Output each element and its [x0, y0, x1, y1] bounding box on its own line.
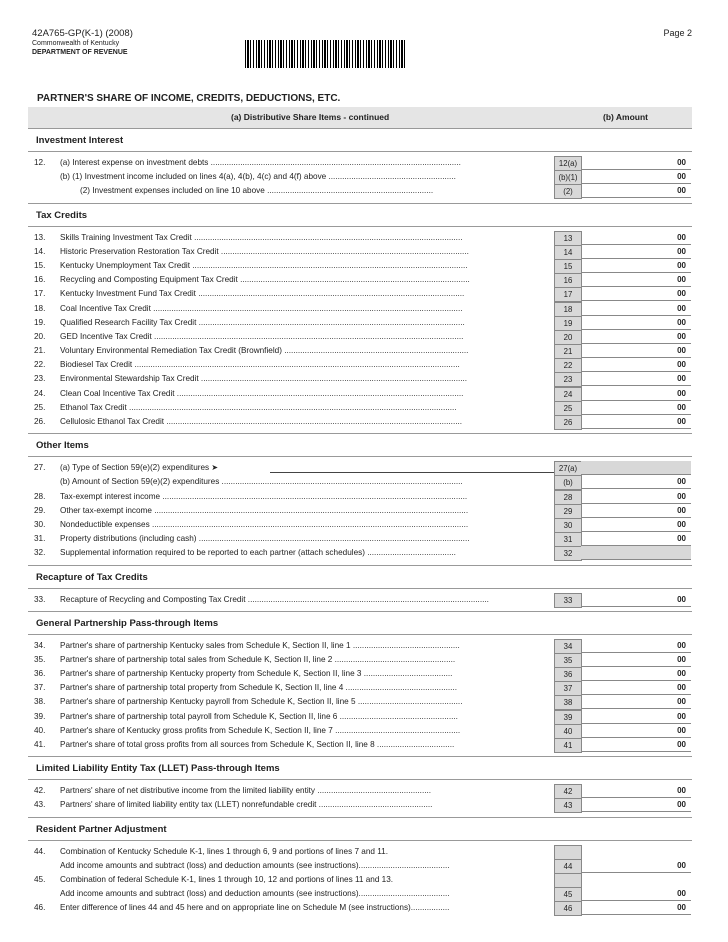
amount-field[interactable]: 00 — [581, 667, 691, 681]
amount-field[interactable]: 00 — [581, 490, 691, 504]
line-12a: 12. (a) Interest expense on investment debts .............................................................................................................. 12(a) 00 — [28, 156, 692, 170]
line-15: 15. Kentucky Unemployment Tax Credit ......................................................................................................................... 15 00 — [28, 259, 692, 273]
line-36: 36. Partner's share of partnership Kentucky property from Schedule K, Section II, line 3 ....................................... 36 00 — [28, 667, 692, 681]
amount-field[interactable]: 00 — [581, 330, 691, 344]
line-26: 26. Cellulosic Ethanol Tax Credit .................................................................................................................................. 26 00 — [28, 415, 692, 429]
line-38: 38. Partner's share of partnership Kentucky payroll from Schedule K, Section II, line 5 .............................................. 38 00 — [28, 695, 692, 709]
amount-field[interactable]: 00 — [581, 475, 691, 489]
amount-field[interactable]: 00 — [581, 710, 691, 724]
amount-field[interactable]: 00 — [581, 859, 691, 873]
line-31: 31. Property distributions (including cash) ....................................................................................................................... 31 00 — [28, 532, 692, 546]
amount-field[interactable]: 00 — [581, 156, 691, 170]
line-18: 18. Coal Incentive Tax Credit ........................................................................................................................................ 18 00 — [28, 302, 692, 316]
barcode — [245, 40, 405, 68]
line-45a: 45. Combination of federal Schedule K-1, lines 1 through 10, 12 and portions of lines 11 and 13. — [28, 873, 692, 887]
line-22: 22. Biodiesel Tax Credit ............................................................................................................................................... 22 00 — [28, 358, 692, 372]
line-44a: 44. Combination of Kentucky Schedule K-1, lines 1 through 6, 9 and portions of lines 7 and 11. — [28, 845, 692, 859]
line-40: 40. Partner's share of Kentucky gross profits from Schedule K, Section II, line 7 ....................................................... 40 00 — [28, 724, 692, 738]
page-number: Page 2 — [663, 28, 692, 38]
line-35: 35. Partner's share of partnership total sales from Schedule K, Section II, line 2 ..................................................... 35 00 — [28, 653, 692, 667]
amount-field[interactable]: 00 — [581, 784, 691, 798]
amount-field[interactable]: 00 — [581, 259, 691, 273]
amount-field[interactable]: 00 — [581, 387, 691, 401]
amount-field[interactable]: 00 — [581, 695, 691, 709]
amount-field[interactable]: 00 — [581, 504, 691, 518]
amount-field-shaded — [581, 461, 691, 475]
section-tax-credits: Tax Credits — [28, 203, 692, 227]
amount-field[interactable]: 00 — [581, 316, 691, 330]
line-28: 28. Tax-exempt interest income ...................................................................................................................................... 28 00 — [28, 490, 692, 504]
amount-field[interactable]: 00 — [581, 302, 691, 316]
line-27a: 27. (a) Type of Section 59(e)(2) expenditures ➤ 27(a) — [28, 461, 692, 475]
amount-field[interactable]: 00 — [581, 518, 691, 532]
line-30: 30. Nondeductible expenses ........................................................................................................................................... 30 00 — [28, 518, 692, 532]
amount-field[interactable]: 00 — [581, 887, 691, 901]
amount-field[interactable]: 00 — [581, 593, 691, 607]
line-33: 33. Recapture of Recycling and Composting Tax Credit .......................................................................................................... 33 00 — [28, 593, 692, 607]
line-13: 13. Skills Training Investment Tax Credit ...................................................................................................................... 13 00 — [28, 231, 692, 245]
line-23: 23. Environmental Stewardship Tax Credit ..................................................................................................................... 23 00 — [28, 372, 692, 386]
amount-field-shaded — [581, 546, 691, 560]
amount-field[interactable]: 00 — [581, 401, 691, 415]
column-items-label: (a) Distributive Share Items - continued — [231, 112, 390, 122]
form-body — [28, 128, 692, 916]
amount-field[interactable]: 00 — [581, 170, 691, 184]
amount-field[interactable]: 00 — [581, 681, 691, 695]
column-header — [28, 107, 692, 128]
line-12b2: (2) Investment expenses included on line 10 above ......................................................................... (2) 00 — [28, 184, 692, 198]
section-passthrough: General Partnership Pass-through Items — [28, 611, 692, 635]
amount-field[interactable]: 00 — [581, 798, 691, 812]
line-24: 24. Clean Coal Incentive Tax Credit .............................................................................................................................. 24 00 — [28, 387, 692, 401]
line-32: 32. Supplemental information required to be reported to each partner (attach schedules) ....................................... 32 — [28, 546, 692, 560]
line-27b: (b) Amount of Section 59(e)(2) expenditures .......................................................................................................... (b) 00 — [28, 475, 692, 489]
amount-field[interactable]: 00 — [581, 372, 691, 386]
department-name: DEPARTMENT OF REVENUE — [32, 49, 128, 56]
form-code: 42A765-GP(K-1) (2008) — [32, 28, 133, 39]
amount-field[interactable]: 00 — [581, 639, 691, 653]
amount-field[interactable]: 00 — [581, 245, 691, 259]
line-21: 21. Voluntary Environmental Remediation Tax Credit (Brownfield) ................................................................................. 21 00 — [28, 344, 692, 358]
amount-field[interactable]: 00 — [581, 532, 691, 546]
section-other-items: Other Items — [28, 433, 692, 457]
line-16: 16. Recycling and Composting Equipment Tax Credit ..................................................................................................... 16 00 — [28, 273, 692, 287]
line-45b: Add income amounts and subtract (loss) and deduction amounts (see instructions)........................................ 45 00 — [28, 887, 692, 901]
amount-field[interactable]: 00 — [581, 415, 691, 429]
line-14: 14. Historic Preservation Restoration Tax Credit ............................................................................................................. 14 00 — [28, 245, 692, 259]
line-39: 39. Partner's share of partnership total payroll from Schedule K, Section II, line 6 .................................................... 39 00 — [28, 710, 692, 724]
line-46: 46. Enter difference of lines 44 and 45 here and on appropriate line on Schedule M (see instructions)................. 46 00 — [28, 901, 692, 915]
line-34: 34. Partner's share of partnership Kentucky sales from Schedule K, Section II, line 1 ............................................... 34 00 — [28, 639, 692, 653]
agency-name: Commonwealth of Kentucky — [32, 40, 120, 47]
line-42: 42. Partners' share of net distributive income from the limited liability entity .................................................. 42 00 — [28, 784, 692, 798]
line-17: 17. Kentucky Investment Fund Tax Credit ..................................................................................................................... 17 00 — [28, 287, 692, 301]
line-20: 20. GED Incentive Tax Credit ........................................................................................................................................ 20 00 — [28, 330, 692, 344]
expenditure-type-input[interactable] — [270, 472, 555, 473]
amount-field[interactable]: 00 — [581, 273, 691, 287]
amount-field[interactable]: 00 — [581, 738, 691, 752]
amount-field[interactable]: 00 — [581, 724, 691, 738]
line-41: 41. Partner's share of total gross profits from all sources from Schedule K, Section II, line 8 .................................. 41 00 — [28, 738, 692, 752]
amount-field[interactable]: 00 — [581, 901, 691, 915]
amount-field[interactable]: 00 — [581, 344, 691, 358]
section-investment-interest: Investment Interest — [28, 128, 692, 152]
line-19: 19. Qualified Research Facility Tax Credit ..................................................................................................................... 19 00 — [28, 316, 692, 330]
line-29: 29. Other tax-exempt income .......................................................................................................................................... 29 00 — [28, 504, 692, 518]
amount-field[interactable]: 00 — [581, 184, 691, 198]
column-amount-label: (b) Amount — [603, 112, 649, 122]
line-44b: Add income amounts and subtract (loss) and deduction amounts (see instructions)........................................ 44 00 — [28, 859, 692, 873]
page-title: PARTNER'S SHARE OF INCOME, CREDITS, DEDUCTIONS, ETC. — [37, 93, 341, 104]
amount-field[interactable]: 00 — [581, 287, 691, 301]
line-37: 37. Partner's share of partnership total property from Schedule K, Section II, line 4 ................................................. 37 00 — [28, 681, 692, 695]
line-12b1: (b) (1) Investment income included on lines 4(a), 4(b), 4(c) and 4(f) above ........................................................ (b)(1) 00 — [28, 170, 692, 184]
line-43: 43. Partners' share of limited liability entity tax (LLET) nonrefundable credit .................................................. 43 00 — [28, 798, 692, 812]
line-25: 25. Ethanol Tax Credit ................................................................................................................................................ 25 00 — [28, 401, 692, 415]
form-header — [32, 28, 133, 57]
amount-field[interactable]: 00 — [581, 653, 691, 667]
amount-field[interactable]: 00 — [581, 231, 691, 245]
section-recapture: Recapture of Tax Credits — [28, 565, 692, 589]
section-llet: Limited Liability Entity Tax (LLET) Pass-through Items — [28, 756, 692, 780]
section-resident: Resident Partner Adjustment — [28, 817, 692, 841]
amount-field[interactable]: 00 — [581, 358, 691, 372]
